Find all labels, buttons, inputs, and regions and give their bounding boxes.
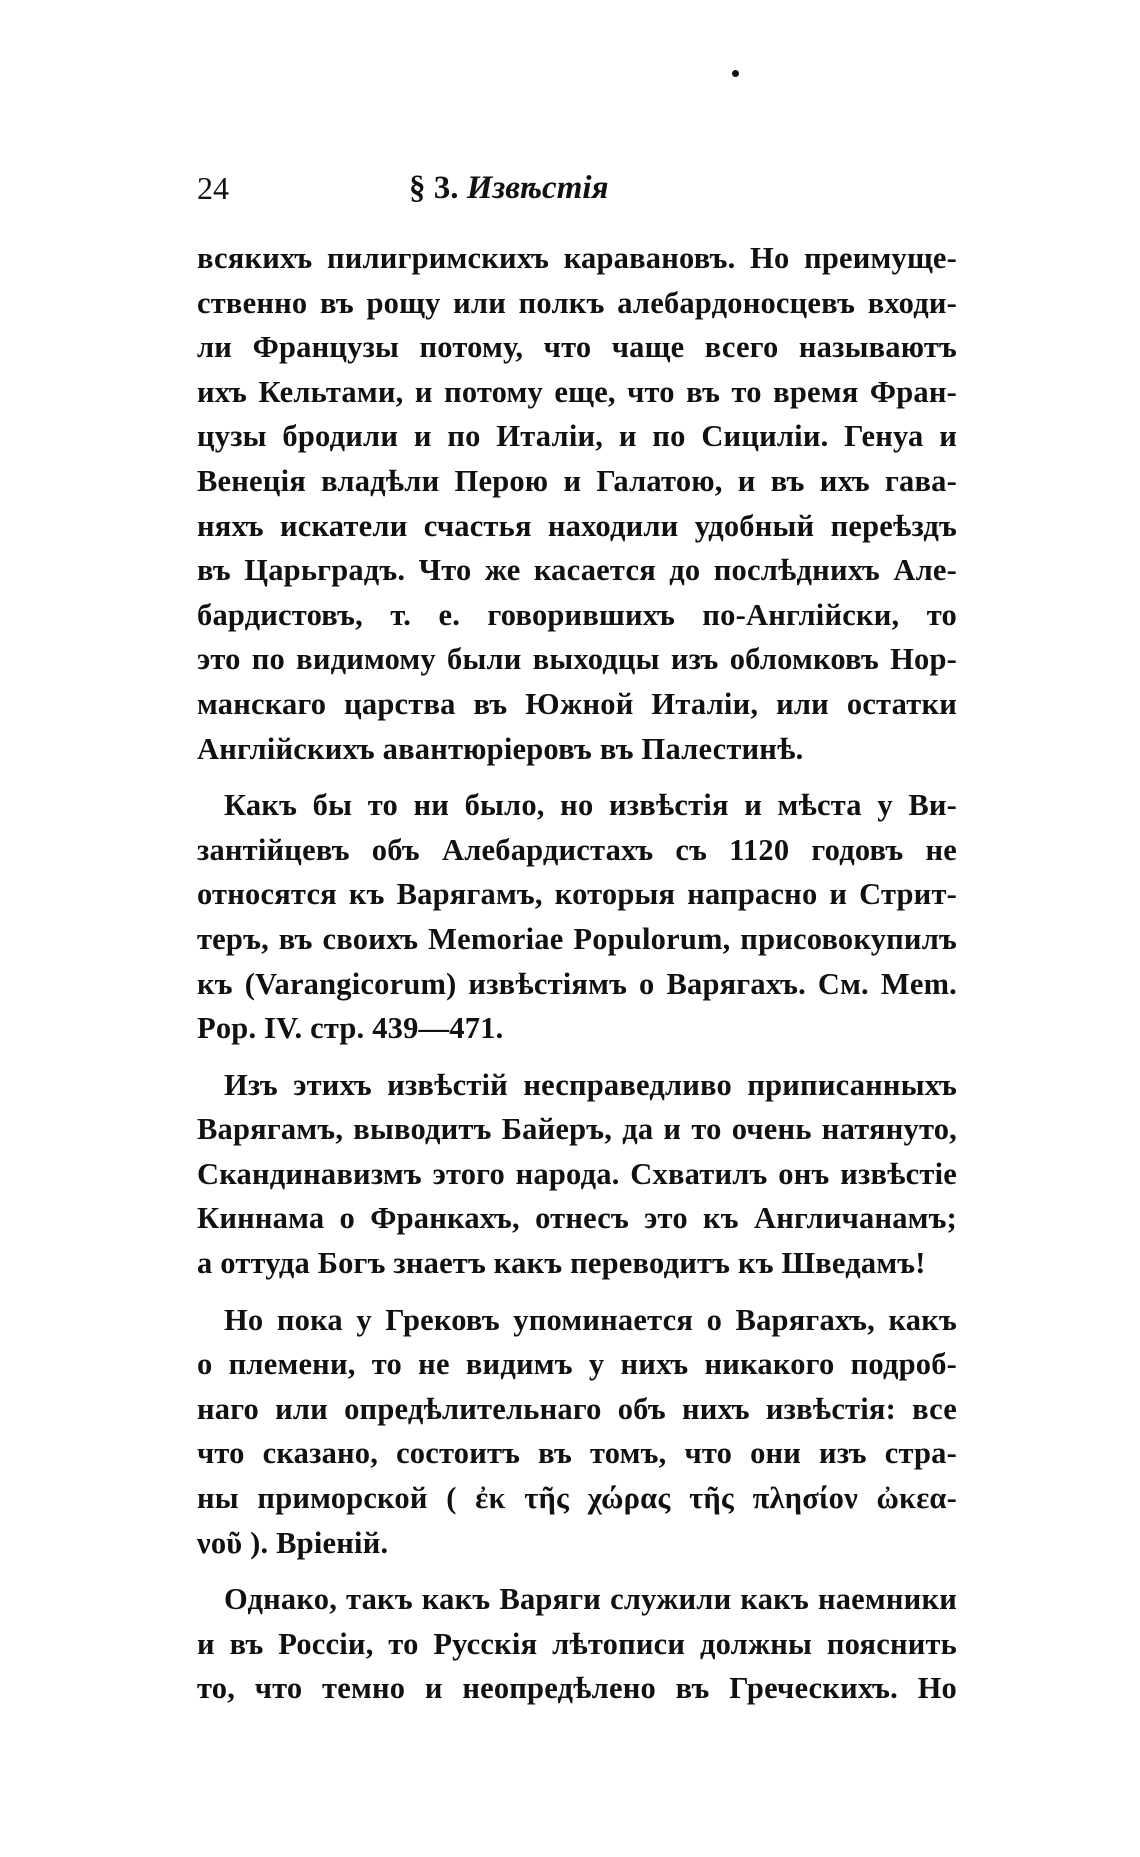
text-line: Киннама о Франкахъ, отнесъ это къ Англичанамъ; <box>197 1201 957 1236</box>
text-line: ны приморской ( ἐκ τῆς χώρας τῆς πλησίον ὠκεα- <box>197 1481 957 1516</box>
text-line: бардистовъ, т. е. говорившихъ по-Англійски, то <box>197 597 957 632</box>
text-line: ли Французы потому, что чаще всего называютъ <box>197 330 957 365</box>
text-line: Pop. IV. стр. 439—471. <box>197 1011 504 1046</box>
paragraph-4 <box>197 1298 957 1566</box>
text-line: Однако, такъ какъ Варяги служили какъ наемники <box>224 1582 957 1617</box>
text-line: νοῦ ). Вріеній. <box>197 1525 389 1560</box>
text-line: относятся къ Варягамъ, которыя напрасно и Стрит- <box>197 877 957 912</box>
text-line: это по видимому были выходцы изъ обломковъ Нор- <box>197 642 957 677</box>
text-line: зантійцевъ объ Алебардистахъ съ 1120 годовъ не <box>197 832 957 867</box>
paragraph-2 <box>197 783 957 1051</box>
text-line: наго или опредѣлительнаго объ нихъ извѣстія: все <box>197 1391 957 1426</box>
text-line: ственно въ рощу или полкъ алебардоносцевъ входи- <box>197 285 957 320</box>
paragraph-5 <box>197 1577 957 1711</box>
text-line: Изъ этихъ извѣстій несправедливо приписанныхъ <box>224 1067 957 1102</box>
running-head-section: § 3. <box>409 170 459 206</box>
running-head-title: Извѣстія <box>466 170 609 206</box>
text-line: ихъ Кельтами, и потому еще, что въ то время Фран- <box>197 374 957 409</box>
text-line: о племени, то не видимъ у нихъ никакого подроб- <box>197 1347 957 1382</box>
text-line: что сказано, состоитъ въ томъ, что они изъ стра- <box>197 1436 957 1471</box>
text-line: теръ, въ своихъ Memoriae Populorum, присовокупилъ <box>197 921 957 956</box>
text-line: Но пока у Грековъ упоминается о Варягахъ, какъ <box>224 1302 957 1337</box>
ink-speck <box>732 70 739 77</box>
text-line: то, что темно и неопредѣлено въ Греческихъ. Но <box>197 1671 957 1706</box>
paragraph-3 <box>197 1063 957 1286</box>
body-text <box>197 236 957 1723</box>
text-line: Варягамъ, выводитъ Байеръ, да и то очень натянуто, <box>197 1112 957 1147</box>
text-line: всякихъ пилигримскихъ каравановъ. Но преимуще- <box>197 241 957 275</box>
running-head <box>409 170 609 207</box>
text-line: и въ Россіи, то Русскія лѣтописи должны пояснить <box>197 1626 957 1661</box>
page-number: 24 <box>197 170 229 206</box>
text-line: а оттуда Богъ знаетъ какъ переводитъ къ Шведамъ! <box>197 1246 926 1281</box>
text-line: няхъ искатели счастья находили удобный переѣздъ <box>197 508 957 543</box>
text-line: въ Царьградъ. Что же касается до послѣднихъ Але- <box>197 553 957 588</box>
text-line: Англійскихъ авантюріеровъ въ Палестинѣ. <box>197 731 804 766</box>
text-line: Венеція владѣли Перою и Галатою, и въ ихъ гава- <box>197 463 957 498</box>
text-line: Какъ бы то ни было, но извѣстія и мѣста у Ви- <box>224 788 957 823</box>
page-header <box>197 170 957 220</box>
paragraph-1 <box>197 236 957 771</box>
text-line: цузы бродили и по Италіи, и по Сициліи. Генуа и <box>197 419 957 454</box>
text-line: Скандинавизмъ этого народа. Схватилъ онъ извѣстіе <box>197 1156 957 1191</box>
text-line: къ (Varangicorum) извѣстіямъ о Варягахъ. См. Mem. <box>197 966 957 1001</box>
text-line: манскаго царства въ Южной Италіи, или остатки <box>197 686 957 721</box>
